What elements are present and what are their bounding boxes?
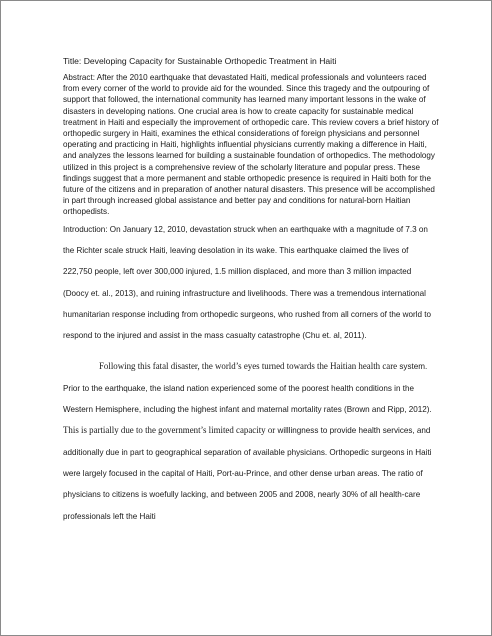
document-body [63,56,439,527]
introduction-paragraph: Introduction: On January 12, 2010, devastation struck when an earthquake with a magnitude of 7.3 on the Richter scale struck Haiti, leaving desolation in its wake. This earthquake claimed the lives of 222,750 people, left over 300,000 injured, 1.5 million displaced, and more than 3 million impacted (Doocy et. al., 2013), and ruining infrastructure and livelihoods. There was a tremendous international humanitarian response including from orthopedic surgeons, who rushed from all corners of the world to respond to the injured and assist in the mass casualty catastrophe (Chu et. al, 2011). [63,224,432,341]
body-paragraph [63,356,439,526]
serif-text-run: Following this fatal disaster, the world’s eyes turned towards the Haitian health care [99,361,398,372]
abstract-paragraph: Abstract: After the 2010 earthquake that devastated Haiti, medical professionals and volunteers raced from every corner of the world to provide aid for the wounded. Since this tragedy and the outpouring of support that followed, the international community has learned many important lessons in the wake of disasters in developing nations. One crucial area is how to create capacity for sustainable medical treatment in Haiti and especially the improvement of orthopedic care. This review covers a brief history of orthopedic surgery in Haiti, examines the ethical considerations of foreign physicians and personnel operating and practicing in Haiti, highlights influential physicians currently making a difference in Haiti, and analyzes the lessons learned for building a sustainable foundation of orthopedics. The methodology utilized in this project is a comprehensive review of the scholarly literature and popular press. These findings suggest that a more permanent and stable orthopedic presence is required in Haiti both for the future of the citizens and in preparation of another natural disasters. This presence will be accomplished in part through increased global assistance and better pay and conditions for natural-born Haitian orthopedists. [63,73,439,217]
sans-text-run: willlingness to provide health services, and additionally due in part to geographical separation of available physicians. Orthopedic surgeons in Haiti were largely focused in the capital of Haiti, Port-au-Prince, and other dense urban areas. The ratio of physicians to citizens is woefully lacking, and between 2005 and 2008, nearly 30% of all health-care professionals left the Haiti [63,426,432,521]
paper-title: Title: Developing Capacity for Sustainable Orthopedic Treatment in Haiti [63,56,337,66]
sans-text-run: system. Prior to the earthquake, the island nation experienced some of the poorest health conditions in the Western Hemisphere, including the highest infant and maternal mortality rates (Brown and Ripp, 2012). [63,362,432,415]
serif-text-run: This is partially due to the government’s limited capacity or [63,425,276,436]
